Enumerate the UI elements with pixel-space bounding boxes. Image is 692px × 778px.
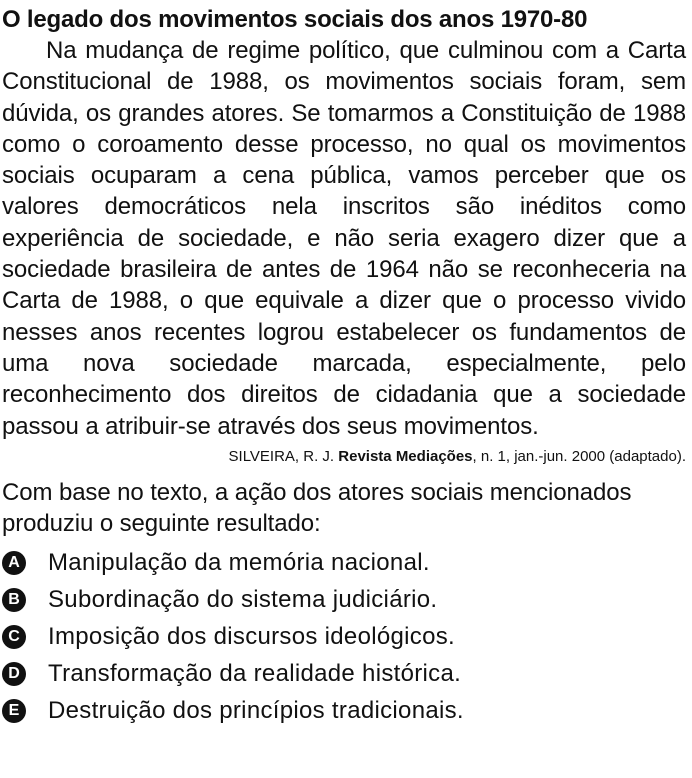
- citation-journal: Revista Mediações: [338, 447, 473, 465]
- option-a-letter-badge: A: [2, 551, 26, 575]
- source-citation: [2, 447, 686, 467]
- citation-author: SILVEIRA, R. J.: [228, 447, 339, 465]
- article-paragraph: Na mudança de regime político, que culminou com a Carta Constitucional de 1988, os movimentos sociais foram, sem dúvida, os grandes atores. Se tomarmos a Constituição de 1988 como o coroamento desse processo, no qual os movimentos sociais ocuparam a cena pública, vamos perceber que os valores democráticos nela inscritos são inéditos como experiência de sociedade, e não seria exagero dizer que a sociedade brasileira de antes de 1964 não se reconheceria na Carta de 1988, o que equivale a dizer que o processo vivido nesses anos recentes logrou estabelecer os fundamentos de uma nova sociedade marcada, especialmente, pelo reconhecimento dos direitos de cidadania que a sociedade passou a atribuir-se através dos seus movimentos.: [2, 37, 686, 440]
- option-c-text: Imposição dos discursos ideológicos.: [48, 623, 455, 651]
- answer-options: [2, 545, 686, 730]
- option-e-letter-badge: E: [2, 699, 26, 723]
- option-e-text: Destruição dos princípios tradicionais.: [48, 697, 464, 725]
- option-b-text: Subordinação do sistema judiciário.: [48, 586, 438, 614]
- question-prompt: Com base no texto, a ação dos atores sociais mencionados produziu o seguinte resultado:: [2, 478, 632, 537]
- option-b-letter-badge: B: [2, 588, 26, 612]
- option-c-letter-badge: C: [2, 625, 26, 649]
- article-title: O legado dos movimentos sociais dos anos 1970-80: [2, 6, 588, 33]
- option-d-letter-badge: D: [2, 662, 26, 686]
- option-d[interactable]: [2, 656, 686, 693]
- option-b[interactable]: [2, 582, 686, 619]
- option-d-text: Transformação da realidade histórica.: [48, 660, 462, 688]
- option-e[interactable]: [2, 693, 686, 730]
- option-c[interactable]: [2, 619, 686, 656]
- option-a-text: Manipulação da memória nacional.: [48, 549, 430, 577]
- citation-details: , n. 1, jan.-jun. 2000 (adaptado).: [472, 447, 686, 465]
- option-a[interactable]: [2, 545, 686, 582]
